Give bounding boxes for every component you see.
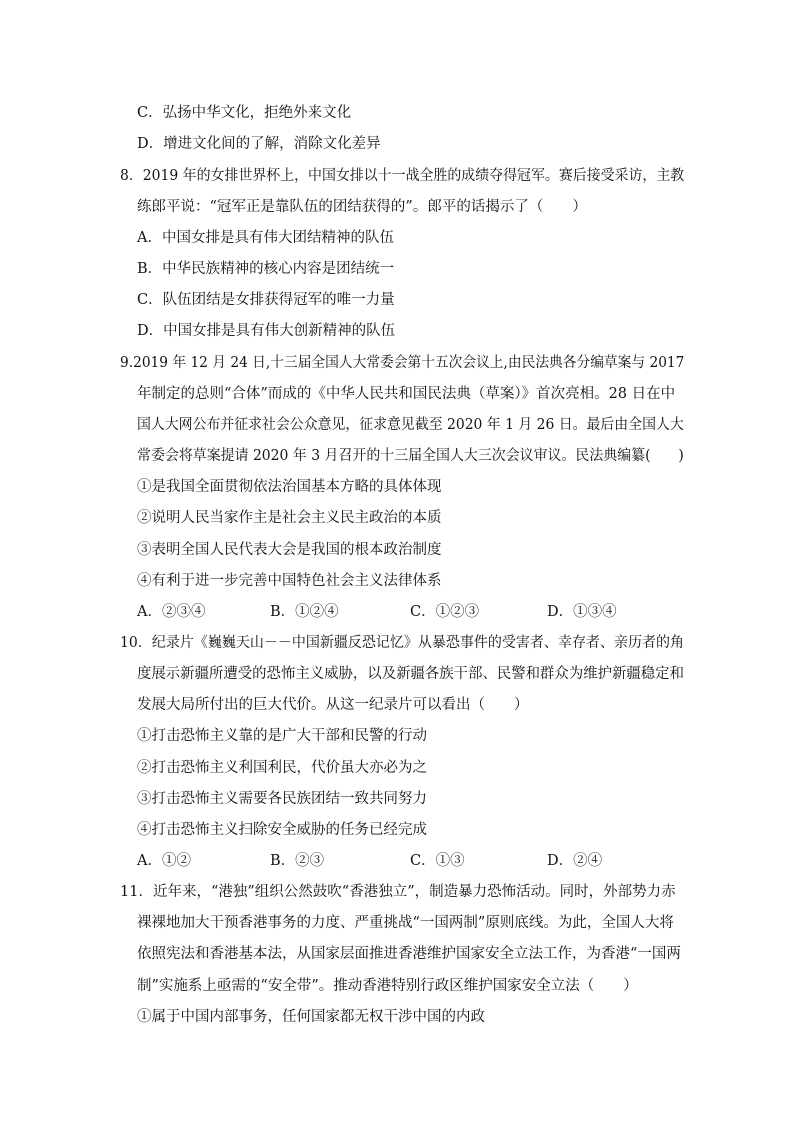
q10-option-c: C．①③ bbox=[410, 853, 465, 869]
q9-statement-4: ④有利于进一步完善中国特色社会主义法律体系 bbox=[137, 573, 442, 589]
q9-option-b: B．①②④ bbox=[270, 604, 339, 620]
q10-statement-3: ③打击恐怖主义需要各民族团结一致共同努力 bbox=[137, 791, 427, 807]
q8-stem-line-1: 8．2019 年的女排世界杯上，中国女排以十一战全胜的成绩夺得冠军。赛后接受采访，主教 bbox=[120, 168, 685, 184]
q11-stem-line-2: 裸裸地加大干预香港事务的力度、严重挑战“一国两制”原则底线。为此，全国人大将 bbox=[137, 915, 674, 931]
q10-statement-2: ②打击恐怖主义利国利民，代价虽大亦必为之 bbox=[137, 760, 427, 776]
q9-stem-line-3: 国人大网公布并征求社会公众意见，征求意见截至 2020 年 1 月 26 日。最后由全国人大 bbox=[137, 417, 684, 433]
q8-option-a: A．中国女排是具有伟大团结精神的队伍 bbox=[137, 230, 394, 246]
q10-statement-4: ④打击恐怖主义扫除安全威胁的任务已经完成 bbox=[137, 822, 427, 838]
q9-statement-2: ②说明人民当家作主是社会主义民主政治的本质 bbox=[137, 510, 442, 526]
prev-option-c: C．弘扬中华文化，拒绝外来文化 bbox=[137, 105, 352, 121]
q8-stem-line-2: 练郎平说：“冠军正是靠队伍的团结获得的”。郎平的话揭示了（ ） bbox=[137, 199, 587, 215]
q10-option-d: D．②④ bbox=[547, 853, 603, 869]
q9-stem-line-2: 年制定的总则“合体”而成的《中华人民共和国民法典（草案）》首次亮相。28 日在中 bbox=[137, 386, 676, 402]
q9-option-d: D．①③④ bbox=[547, 604, 617, 620]
q10-stem-line-1: 10．纪录片《巍巍天山－－中国新疆反恐记忆》从暴恐事件的受害者、幸存者、亲历者的角 bbox=[120, 635, 684, 651]
q10-stem-line-2: 度展示新疆所遭受的恐怖主义威胁，以及新疆各族干部、民警和群众为维护新疆稳定和 bbox=[137, 666, 684, 682]
q9-statement-3: ③表明全国人民代表大会是我国的根本政治制度 bbox=[137, 542, 442, 558]
q8-option-b: B．中华民族精神的核心内容是团结统一 bbox=[137, 261, 395, 277]
q9-stem-line-4: 常委会将草案提请 2020 年 3 月召开的十三届全国人大三次会议审议。民法典编纂( ) bbox=[137, 448, 684, 464]
q11-statement-1: ①属于中国内部事务，任何国家都无权干涉中国的内政 bbox=[137, 1009, 485, 1025]
q10-option-a: A．①② bbox=[137, 853, 191, 869]
q11-stem-line-1: 11．近年来，“港独”组织公然鼓吹“香港独立”，制造暴力恐怖活动。同时，外部势力赤 bbox=[120, 884, 676, 900]
q11-stem-line-4: 制”实施系上亟需的“安全带”。推动香港特别行政区维护国家安全立法（ ） bbox=[137, 978, 638, 994]
q8-option-c: C．队伍团结是女排获得冠军的唯一力量 bbox=[137, 292, 395, 308]
q11-stem-line-3: 依照宪法和香港基本法，从国家层面推进香港维护国家安全立法工作，为香港“一国两 bbox=[137, 946, 681, 962]
q9-options-row bbox=[137, 602, 657, 622]
q8-option-d: D．中国女排是具有伟大创新精神的队伍 bbox=[137, 323, 396, 339]
q10-options-row bbox=[137, 851, 657, 871]
q9-option-c: C．①②③ bbox=[410, 604, 480, 620]
prev-option-d: D．增进文化间的了解，消除文化差异 bbox=[137, 136, 381, 152]
q10-statement-1: ①打击恐怖主义靠的是广大干部和民警的行动 bbox=[137, 728, 427, 744]
q9-statement-1: ①是我国全面贯彻依法治国基本方略的具体体现 bbox=[137, 479, 442, 495]
q9-option-a: A．②③④ bbox=[137, 604, 206, 620]
q10-option-b: B．②③ bbox=[270, 853, 325, 869]
q10-stem-line-3: 发展大局所付出的巨大代价。从这一纪录片可以看出（ ） bbox=[137, 697, 529, 713]
q9-stem-line-1: 9.2019 年 12 月 24 日,十三届全国人大常委会第十五次会议上,由民法典各分编草案与 2017 bbox=[120, 355, 685, 371]
